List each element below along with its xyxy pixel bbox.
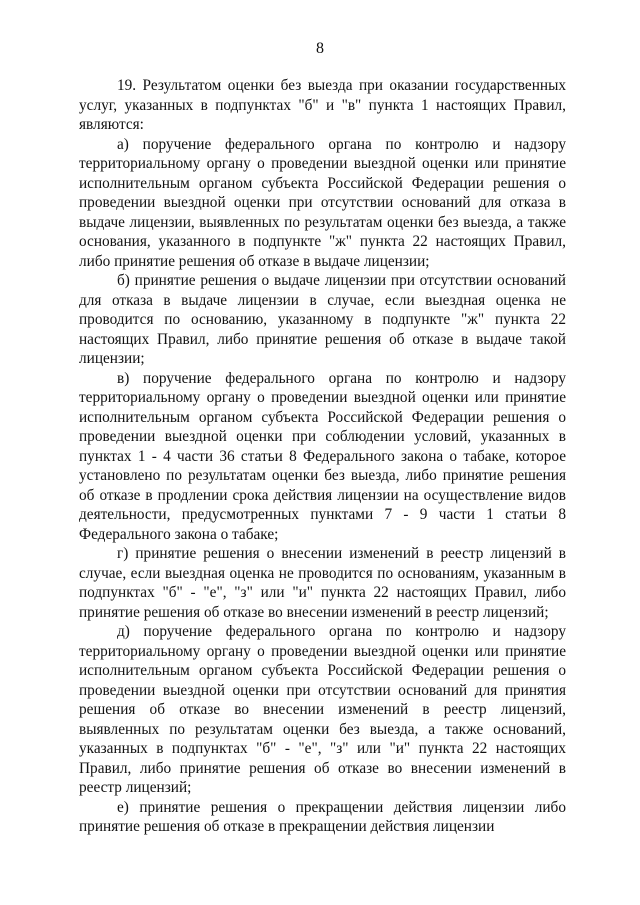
page-number: 8 [316,40,324,57]
paragraph-item-d: д) поручение федерального органа по контролю и надзору территориальному органу о проведении выездной оценки или принятие исполнительным органом субъекта Российской Федерации решения о проведении выездной оценки при отсутствии оснований для принятия решения об отказе во внесении изменений в реестр лицензий, выявленных по результатам оценки без выезда, а также оснований, указанных в подпунктах "б" - "е", "з" или "и" пункта 22 настоящих Правил, либо принятие решения об отказе во внесении изменений в реестр лицензий; [79,623,566,796]
paragraph-item-a: а) поручение федерального органа по контролю и надзору территориальному органу о проведении выездной оценки или принятие исполнительным органом субъекта Российской Федерации решения о проведении выездной оценки при отсутствии оснований для отказа в выдаче лицензии, выявленных по результатам оценки без выезда, а также основания, указанного в подпункте "ж" пункта 22 настоящих Правил, либо принятие решения об отказе в выдаче лицензии; [79,135,566,270]
paragraph-19: 19. Результатом оценки без выезда при оказании государственных услуг, указанных в подпунктах "б" и "в" пункта 1 настоящих Правил, являются: [79,77,566,133]
document-body [79,76,566,837]
paragraph-item-g: г) принятие решения о внесении изменений в реестр лицензий в случае, если выездная оценка не проводится по основаниям, указанным в подпунктах "б" - "е", "з" или "и" пункта 22 настоящих Правил, либо принятие решения об отказе во внесении изменений в реестр лицензий; [79,545,566,621]
paragraph-item-b: б) принятие решения о выдаче лицензии при отсутствии оснований для отказа в выдаче лицензии в случае, если выездная оценка не проводится по основанию, указанному в подпункте "ж" пункта 22 настоящих Правил, либо принятие решения об отказе в выдаче такой лицензии; [79,272,566,367]
paragraph-item-v: в) поручение федерального органа по контролю и надзору территориальному органу о проведении выездной оценки или принятие исполнительным органом субъекта Российской Федерации решения о проведении выездной оценки при соблюдении условий, указанных в пунктах 1 - 4 части 36 статьи 8 Федерального закона о табаке, которое установлено по результатам оценки без выезда, либо принятие решения об отказе в продлении срока действия лицензии на осуществление видов деятельности, предусмотренных пунктами 7 - 9 части 1 статьи 8 Федерального закона о табаке; [79,369,566,543]
paragraph-item-e: е) принятие решения о прекращении действия лицензии либо принятие решения об отказе в прекращении действия лицензии [79,798,566,835]
